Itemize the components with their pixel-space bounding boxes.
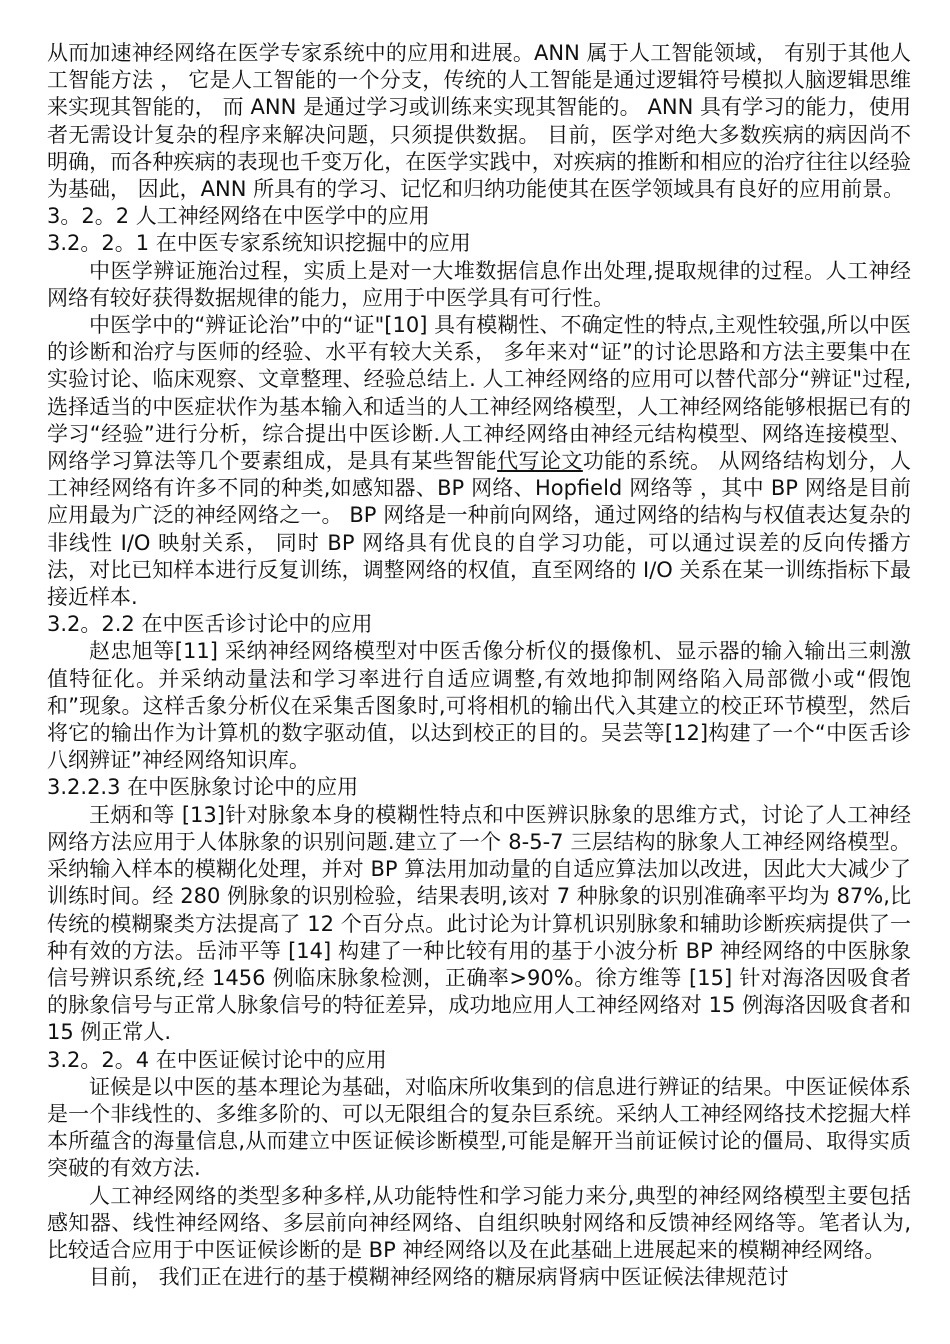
inline-link-daixie[interactable]: 代写论文	[497, 449, 583, 474]
paragraph-intro: 从而加速神经网络在医学专家系统中的应用和进展。ANN 属于人工智能领域， 有别于其他人工智能方法 ， 它是人工智能的一个分支，传统的人工智能是通过逻辑符号模拟人脑逻辑思维来实现其智能的， 而 ANN 是通过学习或训练来实现其智能的。 ANN 具有学习的能力，使用者无需设计复杂的程序来解决问题，只须提供数据。 目前，医学对绝大多数疾病的病因尚不明确，而各种疾病的表现也千变万化，在医学实践中，对疾病的推断和相应的治疗往往以经验为基础， 因此，ANN 所具有的学习、记忆和归纳功能使其在医学领域具有良好的应用前景。	[47, 41, 911, 202]
paragraph-syndrome-1: 证候是以中医的基本理论为基础，对临床所收集到的信息进行辨证的结果。中医证候体系是一个非线性的、多维多阶的、可以无限组合的复杂巨系统。采纳人工神经网络技术挖掘大样本所蕴含的海量信息,从而建立中医证候诊断模型,可能是解开当前证候讨论的僵局、取得实质突破的有效方法.	[47, 1074, 911, 1181]
paragraph-text: 中医学中的“辨证论治”中的“证"[10] 具有模糊性、不确定性的特点,主观性较强,所以中医的诊断和治疗与医师的经验、水平有较大关系， 多年来对“证”的讨论思路和方法主要集中在实验讨论、临床观察、文章整理、经验总结上. 人工神经网络的应用可以替代部分“辨证"过程,选择适当的中医症状作为基本输入和适当的人工神经网络模型，人工神经网络能够根据已有的学习“经验”进行分析，综合提出中医诊断.人工神经网络由神经元结构模型、网络连接模型、网络学习算法等几个要素组成，是具有某些智能	[47, 313, 911, 474]
subsection-heading-3-2-2-1: 3.2。2。1 在中医专家系统知识挖掘中的应用	[47, 231, 471, 256]
paragraph-syndrome-3: 目前， 我们正在进行的基于模糊神经网络的糖尿病肾病中医证候法律规范讨	[89, 1265, 789, 1290]
paragraph-pulse-diagnosis: 王炳和等 [13]针对脉象本身的模糊性特点和中医辨识脉象的思维方式，讨论了人工神经网络方法应用于人体脉象的识别问题.建立了一个 8-5-7 三层结构的脉象人工神经网络模型。采纳输入样本的模糊化处理，并对 BP 算法用加动量的自适应算法加以改进，因此大大减少了训练时间。经 280 例脉象的识别检验，结果表明,该对 7 种脉象的识别准确率平均为 87%,比传统的模糊聚类方法提高了 12 个百分点。此讨论为计算机识别脉象和辅助诊断疾病提供了一种有效的方法。岳沛平等 [14] 构建了一种比较有用的基于小波分析 BP 神经网络的中医脉象信号辨识系统,经 1456 例临床脉象检测，正确率>90%。徐方维等 [15] 针对海洛因吸食者的脉象信号与正常人脉象信号的特征差异，成功地应用人工神经网络对 15 例海洛因吸食者和 15 例正常人.	[47, 802, 911, 1045]
subsection-heading-3-2-2-3: 3.2.2.3 在中医脉象讨论中的应用	[47, 775, 359, 800]
paragraph-text-tail: 功能的系统。 从网络结构划分，人工神经网络有许多不同的种类,如感知器、BP 网络、Hopfield 网络等 ，其中 BP 网络是目前应用最为广泛的神经网络之一。 BP 网络是一种前向网络，通过网络的结构与权值表达复杂的非线性 I/O 映射关系， 同时 BP 网络具有优良的自学习功能，可以通过误差的反向传播方法，对比已知样本进行反复训练，调整网络的权值，直至网络的 I/O 关系在某一训练指标下最接近样本.	[47, 449, 911, 610]
subsection-heading-3-2-2-4: 3.2。2。4 在中医证候讨论中的应用	[47, 1047, 387, 1072]
subsection-heading-3-2-2-2: 3.2。2.2 在中医舌诊讨论中的应用	[47, 612, 373, 637]
section-heading-3-2-2: 3。2。2 人工神经网络在中医学中的应用	[47, 204, 430, 229]
paragraph-syndrome-2: 人工神经网络的类型多种多样,从功能特性和学习能力来分,典型的神经网络模型主要包括感知器、线性神经网络、多层前向神经网络、自组织映射网络和反馈神经网络等。笔者认为,比较适合应用于中医证候诊断的是 BP 神经网络以及在此基础上进展起来的模糊神经网络。	[47, 1183, 911, 1262]
paragraph-expert-system-1: 中医学辨证施治过程，实质上是对一大堆数据信息作出处理,提取规律的过程。人工神经网络有较好获得数据规律的能力，应用于中医学具有可行性。	[47, 258, 911, 310]
paragraph-expert-system-2	[47, 312, 911, 611]
paragraph-tongue-diagnosis: 赵忠旭等[11] 采纳神经网络模型对中医舌像分析仪的摄像机、显示器的输入输出三刺激值特征化。并采纳动量法和学习率进行自适应调整,有效地抑制网络陷入局部微小或“假饱和”现象。这样舌象分析仪在采集舌图象时,可将相机的输出代入其建立的校正环节模型，然后将它的输出作为计算机的数字驱动值，以达到校正的目的。吴芸等[12]构建了一个“中医舌诊八纲辨证”神经网络知识库。	[47, 639, 911, 773]
document-body	[47, 40, 911, 1291]
